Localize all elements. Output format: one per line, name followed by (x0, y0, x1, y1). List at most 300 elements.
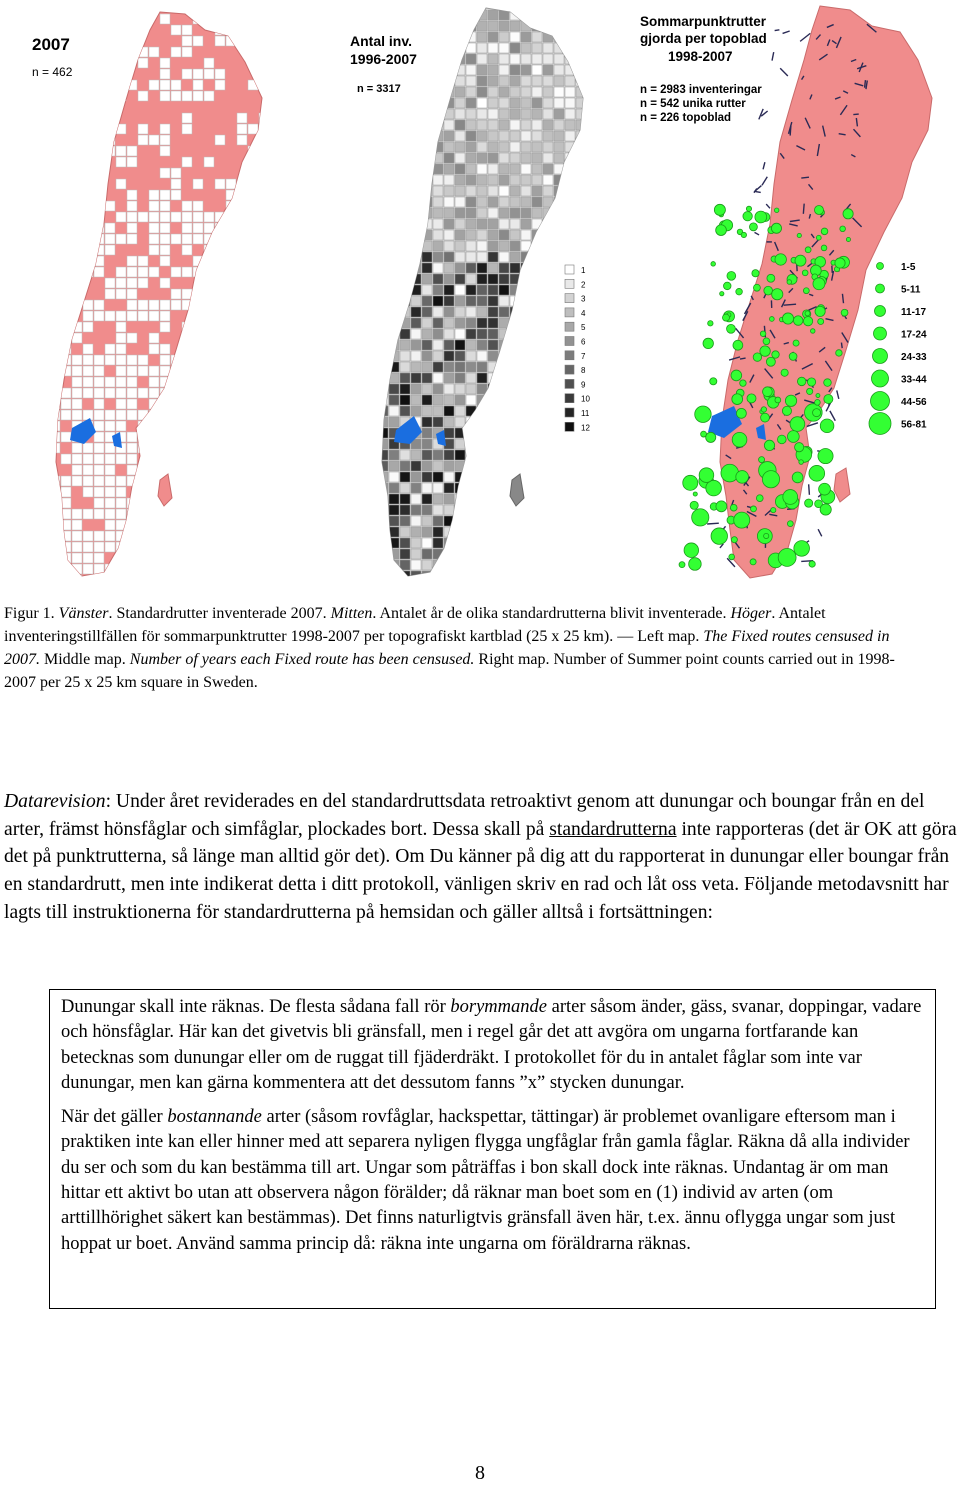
grid-square (61, 399, 71, 409)
grid-square (138, 58, 148, 68)
grid-square (116, 476, 126, 486)
grid-square (149, 509, 159, 519)
legend-swatch (565, 308, 574, 317)
grid-square (433, 65, 443, 75)
grid-square (576, 54, 586, 64)
grid-square (499, 439, 509, 449)
grid-square (94, 267, 104, 277)
grid-square (444, 252, 454, 262)
count-point (794, 541, 810, 557)
grid-square (455, 560, 465, 570)
count-point (764, 533, 769, 538)
grid-square (215, 553, 225, 563)
legend-label: 24-33 (901, 352, 927, 363)
grid-square (455, 43, 465, 53)
grid-square (521, 32, 531, 42)
grid-square (378, 241, 388, 251)
grid-square (248, 465, 258, 475)
grid-square (72, 102, 82, 112)
grid-square (378, 98, 388, 108)
grid-square (83, 311, 93, 321)
grid-square (455, 505, 465, 515)
grid-square (138, 465, 148, 475)
grid-square (160, 146, 170, 156)
grid-square (171, 366, 181, 376)
legend-swatch (565, 265, 574, 274)
grid-square (477, 318, 487, 328)
grid-square (138, 355, 148, 365)
grid-square (521, 362, 531, 372)
grid-square (72, 124, 82, 134)
grid-square (466, 483, 476, 493)
legend-label: 1-5 (901, 262, 916, 273)
grid-square (138, 575, 148, 585)
grid-square (488, 527, 498, 537)
grid-square (50, 212, 60, 222)
grid-square (587, 527, 597, 537)
grid-square (543, 208, 553, 218)
grid-square (389, 384, 399, 394)
grid-square (105, 234, 115, 244)
grid-square (433, 109, 443, 119)
grid-square (182, 366, 192, 376)
grid-square (532, 43, 542, 53)
grid-square (171, 432, 181, 442)
count-point (689, 558, 702, 571)
grid-square (565, 186, 575, 196)
grid-square (488, 516, 498, 526)
right-map-legend (869, 262, 927, 435)
grid-square (160, 91, 170, 101)
count-point (695, 406, 711, 422)
grid-square (433, 131, 443, 141)
grid-square (127, 564, 137, 574)
grid-square (565, 98, 575, 108)
grid-square (543, 153, 553, 163)
grid-square (576, 32, 586, 42)
grid-square (499, 560, 509, 570)
grid-square (116, 289, 126, 299)
grid-square (587, 340, 597, 350)
grid-square (215, 388, 225, 398)
grid-square (72, 476, 82, 486)
grid-square (237, 410, 247, 420)
grid-square (182, 245, 192, 255)
count-point (769, 317, 774, 322)
grid-square (61, 212, 71, 222)
grid-square (455, 252, 465, 262)
grid-square (433, 417, 443, 427)
middle-map-legend (565, 265, 590, 432)
legend-label: 1 (581, 266, 586, 275)
grid-square (422, 373, 432, 383)
grid-square (444, 274, 454, 284)
grid-square (400, 307, 410, 317)
grid-square (488, 208, 498, 218)
count-point (803, 288, 809, 294)
grid-square (532, 109, 542, 119)
grid-square (477, 428, 487, 438)
grid-square (466, 450, 476, 460)
grid-square (488, 230, 498, 240)
grid-square (378, 186, 388, 196)
grid-square (389, 307, 399, 317)
grid-square (94, 212, 104, 222)
grid-square (510, 318, 520, 328)
grid-square (138, 421, 148, 431)
grid-square (444, 87, 454, 97)
grid-square (160, 168, 170, 178)
grid-square (83, 234, 93, 244)
grid-square (182, 47, 192, 57)
grid-square (422, 472, 432, 482)
grid-square (105, 355, 115, 365)
grid-square (94, 454, 104, 464)
grid-square (455, 120, 465, 130)
grid-square (554, 406, 564, 416)
grid-square (411, 87, 421, 97)
right-map-island (834, 468, 850, 502)
grid-square (72, 36, 82, 46)
grid-square (543, 351, 553, 361)
grid-square (422, 98, 432, 108)
grid-square (444, 395, 454, 405)
grid-square (94, 366, 104, 376)
grid-square (259, 487, 269, 497)
grid-square (477, 98, 487, 108)
grid-square (510, 164, 520, 174)
count-point (690, 501, 698, 509)
grid-square (389, 406, 399, 416)
grid-square (433, 406, 443, 416)
grid-square (72, 509, 82, 519)
grid-square (587, 197, 597, 207)
grid-square (532, 175, 542, 185)
grid-square (510, 32, 520, 42)
legend-swatch (565, 322, 574, 331)
grid-square (587, 43, 597, 53)
grid-square (554, 516, 564, 526)
grid-square (94, 190, 104, 200)
grid-square (182, 542, 192, 552)
grid-square (455, 340, 465, 350)
grid-square (466, 395, 476, 405)
grid-square (72, 223, 82, 233)
grid-square (455, 571, 465, 581)
grid-square (554, 307, 564, 317)
grid-square (83, 388, 93, 398)
grid-square (565, 538, 575, 548)
grid-square (226, 256, 236, 266)
grid-square (532, 527, 542, 537)
grid-square (521, 571, 531, 581)
river-stroke (762, 177, 767, 186)
grid-square (543, 340, 553, 350)
count-point (805, 499, 813, 507)
grid-square (499, 274, 509, 284)
grid-square (554, 208, 564, 218)
grid-square (554, 439, 564, 449)
grid-square (411, 340, 421, 350)
caption-mitten-text: . Antalet år de olika standardrutterna blivit inventerade. (372, 605, 727, 622)
grid-square (193, 487, 203, 497)
grid-square (543, 516, 553, 526)
legend-swatch (565, 379, 574, 388)
grid-square (237, 377, 247, 387)
grid-square (466, 120, 476, 130)
grid-square (105, 509, 115, 519)
grid-square (61, 256, 71, 266)
grid-square (543, 186, 553, 196)
grid-square (411, 32, 421, 42)
grid-square (433, 219, 443, 229)
grid-square (182, 421, 192, 431)
grid-square (204, 399, 214, 409)
grid-square (193, 421, 203, 431)
grid-square (259, 421, 269, 431)
legend-label: 10 (581, 394, 590, 404)
grid-square (400, 472, 410, 482)
grid-square (61, 322, 71, 332)
grid-square (433, 54, 443, 64)
grid-square (422, 450, 432, 460)
grid-square (400, 494, 410, 504)
grid-square (193, 399, 203, 409)
grid-square (554, 494, 564, 504)
grid-square (521, 373, 531, 383)
grid-square (226, 509, 236, 519)
grid-square (105, 344, 115, 354)
grid-square (378, 263, 388, 273)
grid-square (83, 267, 93, 277)
grid-square (565, 10, 575, 20)
right-map-stat-2: n = 542 unika rutter (640, 98, 746, 110)
grid-square (248, 432, 258, 442)
grid-square (587, 516, 597, 526)
grid-square (226, 300, 236, 310)
grid-square (149, 300, 159, 310)
grid-square (576, 219, 586, 229)
grid-square (237, 311, 247, 321)
grid-square (422, 263, 432, 273)
grid-square (477, 285, 487, 295)
grid-square (554, 428, 564, 438)
count-point (793, 340, 799, 346)
grid-square (433, 571, 443, 581)
grid-square (532, 362, 542, 372)
grid-square (510, 87, 520, 97)
grid-square (160, 520, 170, 530)
grid-square (149, 377, 159, 387)
grid-square (259, 531, 269, 541)
grid-square (204, 212, 214, 222)
grid-square (444, 340, 454, 350)
grid-square (72, 91, 82, 101)
grid-square (521, 230, 531, 240)
right-map-title-1: Sommarpunktrutter (640, 14, 767, 29)
grid-square (521, 43, 531, 53)
grid-square (521, 340, 531, 350)
grid-square (576, 197, 586, 207)
grid-square (204, 487, 214, 497)
grid-square (171, 190, 181, 200)
grid-square (248, 245, 258, 255)
grid-square (411, 483, 421, 493)
grid-square (226, 443, 236, 453)
grid-square (543, 483, 553, 493)
count-point (753, 284, 760, 291)
grid-square (532, 76, 542, 86)
grid-square (94, 476, 104, 486)
grid-square (554, 527, 564, 537)
count-point (803, 316, 812, 325)
grid-square (182, 410, 192, 420)
grid-square (116, 410, 126, 420)
grid-square (532, 197, 542, 207)
grid-square (521, 285, 531, 295)
grid-square (411, 131, 421, 141)
grid-square (433, 208, 443, 218)
grid-square (510, 263, 520, 273)
grid-square (510, 549, 520, 559)
grid-square (455, 296, 465, 306)
grid-square (554, 32, 564, 42)
grid-square (378, 10, 388, 20)
grid-square (259, 245, 269, 255)
grid-square (543, 472, 553, 482)
count-point (783, 490, 798, 505)
grid-square (576, 186, 586, 196)
caption-figur: Figur 1. (4, 605, 59, 622)
right-map-title-3: 1998-2007 (668, 49, 733, 64)
count-point (816, 394, 820, 398)
grid-square (521, 120, 531, 130)
river-stroke (707, 523, 719, 524)
grid-square (455, 32, 465, 42)
grid-square (510, 362, 520, 372)
grid-square (499, 241, 509, 251)
grid-square (94, 157, 104, 167)
grid-square (215, 267, 225, 277)
grid-square (521, 329, 531, 339)
grid-square (411, 197, 421, 207)
grid-square (576, 527, 586, 537)
grid-square (444, 505, 454, 515)
legend-circle (876, 284, 885, 293)
grid-square (248, 399, 258, 409)
count-point (706, 432, 716, 442)
grid-square (182, 322, 192, 332)
grid-square (587, 87, 597, 97)
grid-square (444, 417, 454, 427)
grid-square (554, 560, 564, 570)
grid-square (400, 164, 410, 174)
count-point (811, 329, 816, 334)
grid-square (226, 553, 236, 563)
grid-square (400, 373, 410, 383)
grid-square (160, 443, 170, 453)
maps-svg (0, 0, 960, 585)
grid-square (72, 267, 82, 277)
grid-square (400, 87, 410, 97)
legend-swatch (565, 337, 574, 346)
grid-square (411, 351, 421, 361)
grid-square (466, 373, 476, 383)
grid-square (259, 498, 269, 508)
grid-square (61, 410, 71, 420)
grid-square (521, 296, 531, 306)
grid-square (237, 135, 247, 145)
grid-square (455, 549, 465, 559)
grid-square (587, 351, 597, 361)
grid-square (444, 296, 454, 306)
grid-square (488, 87, 498, 97)
grid-square (466, 175, 476, 185)
grid-square (466, 87, 476, 97)
grid-square (477, 131, 487, 141)
grid-square (411, 384, 421, 394)
grid-square (193, 476, 203, 486)
count-point (703, 338, 713, 348)
grid-square (215, 80, 225, 90)
grid-square (554, 384, 564, 394)
grid-square (565, 472, 575, 482)
grid-square (532, 21, 542, 31)
grid-square (127, 509, 137, 519)
grid-square (50, 157, 60, 167)
grid-square (378, 384, 388, 394)
grid-square (378, 560, 388, 570)
grid-square (587, 483, 597, 493)
grid-square (248, 443, 258, 453)
grid-square (565, 219, 575, 229)
grid-square (521, 197, 531, 207)
count-point (797, 233, 801, 237)
grid-square (554, 340, 564, 350)
count-point (816, 235, 821, 240)
grid-square (105, 498, 115, 508)
grid-square (50, 344, 60, 354)
grid-square (182, 454, 192, 464)
grid-square (532, 307, 542, 317)
grid-square (543, 32, 553, 42)
grid-square (160, 124, 170, 134)
grid-square (50, 443, 60, 453)
grid-square (587, 384, 597, 394)
grid-square (105, 454, 115, 464)
grid-square (422, 428, 432, 438)
grid-square (466, 197, 476, 207)
grid-square (565, 450, 575, 460)
grid-square (499, 43, 509, 53)
grid-square (226, 366, 236, 376)
grid-square (94, 25, 104, 35)
box-p2-b: arter (såsom rovfåglar, hackspettar, tättingar) är problemet ovanligare eftersom man i praktiken inte kan eller hinner med att separera nyligen flygga ungfåglar från gamla fåglar. Räkna då alla individer du ser och som du kan bestämma till art. Ungar som påträffas i bon skall dock inte räknas. Undantag är om man hittar ett aktivt bo utan att observera någon förälder; då räknar man boet som en (1) individ av arten (om arttillhörighet säkert kan bestämmas). Det finns naturligtvis gränsfall även här, t.ex. ännu oflygga ungar som just hoppat ur boet. Använd samma princip då: räkna inte ungarna om föräldrarna räknas. (61, 1107, 910, 1254)
count-point (679, 562, 685, 568)
grid-square (532, 549, 542, 559)
grid-square (565, 197, 575, 207)
grid-square (532, 263, 542, 273)
grid-square (72, 542, 82, 552)
grid-square (554, 230, 564, 240)
grid-square (182, 300, 192, 310)
grid-square (116, 355, 126, 365)
grid-square (204, 311, 214, 321)
grid-square (94, 498, 104, 508)
grid-square (543, 384, 553, 394)
grid-square (400, 153, 410, 163)
grid-square (83, 454, 93, 464)
